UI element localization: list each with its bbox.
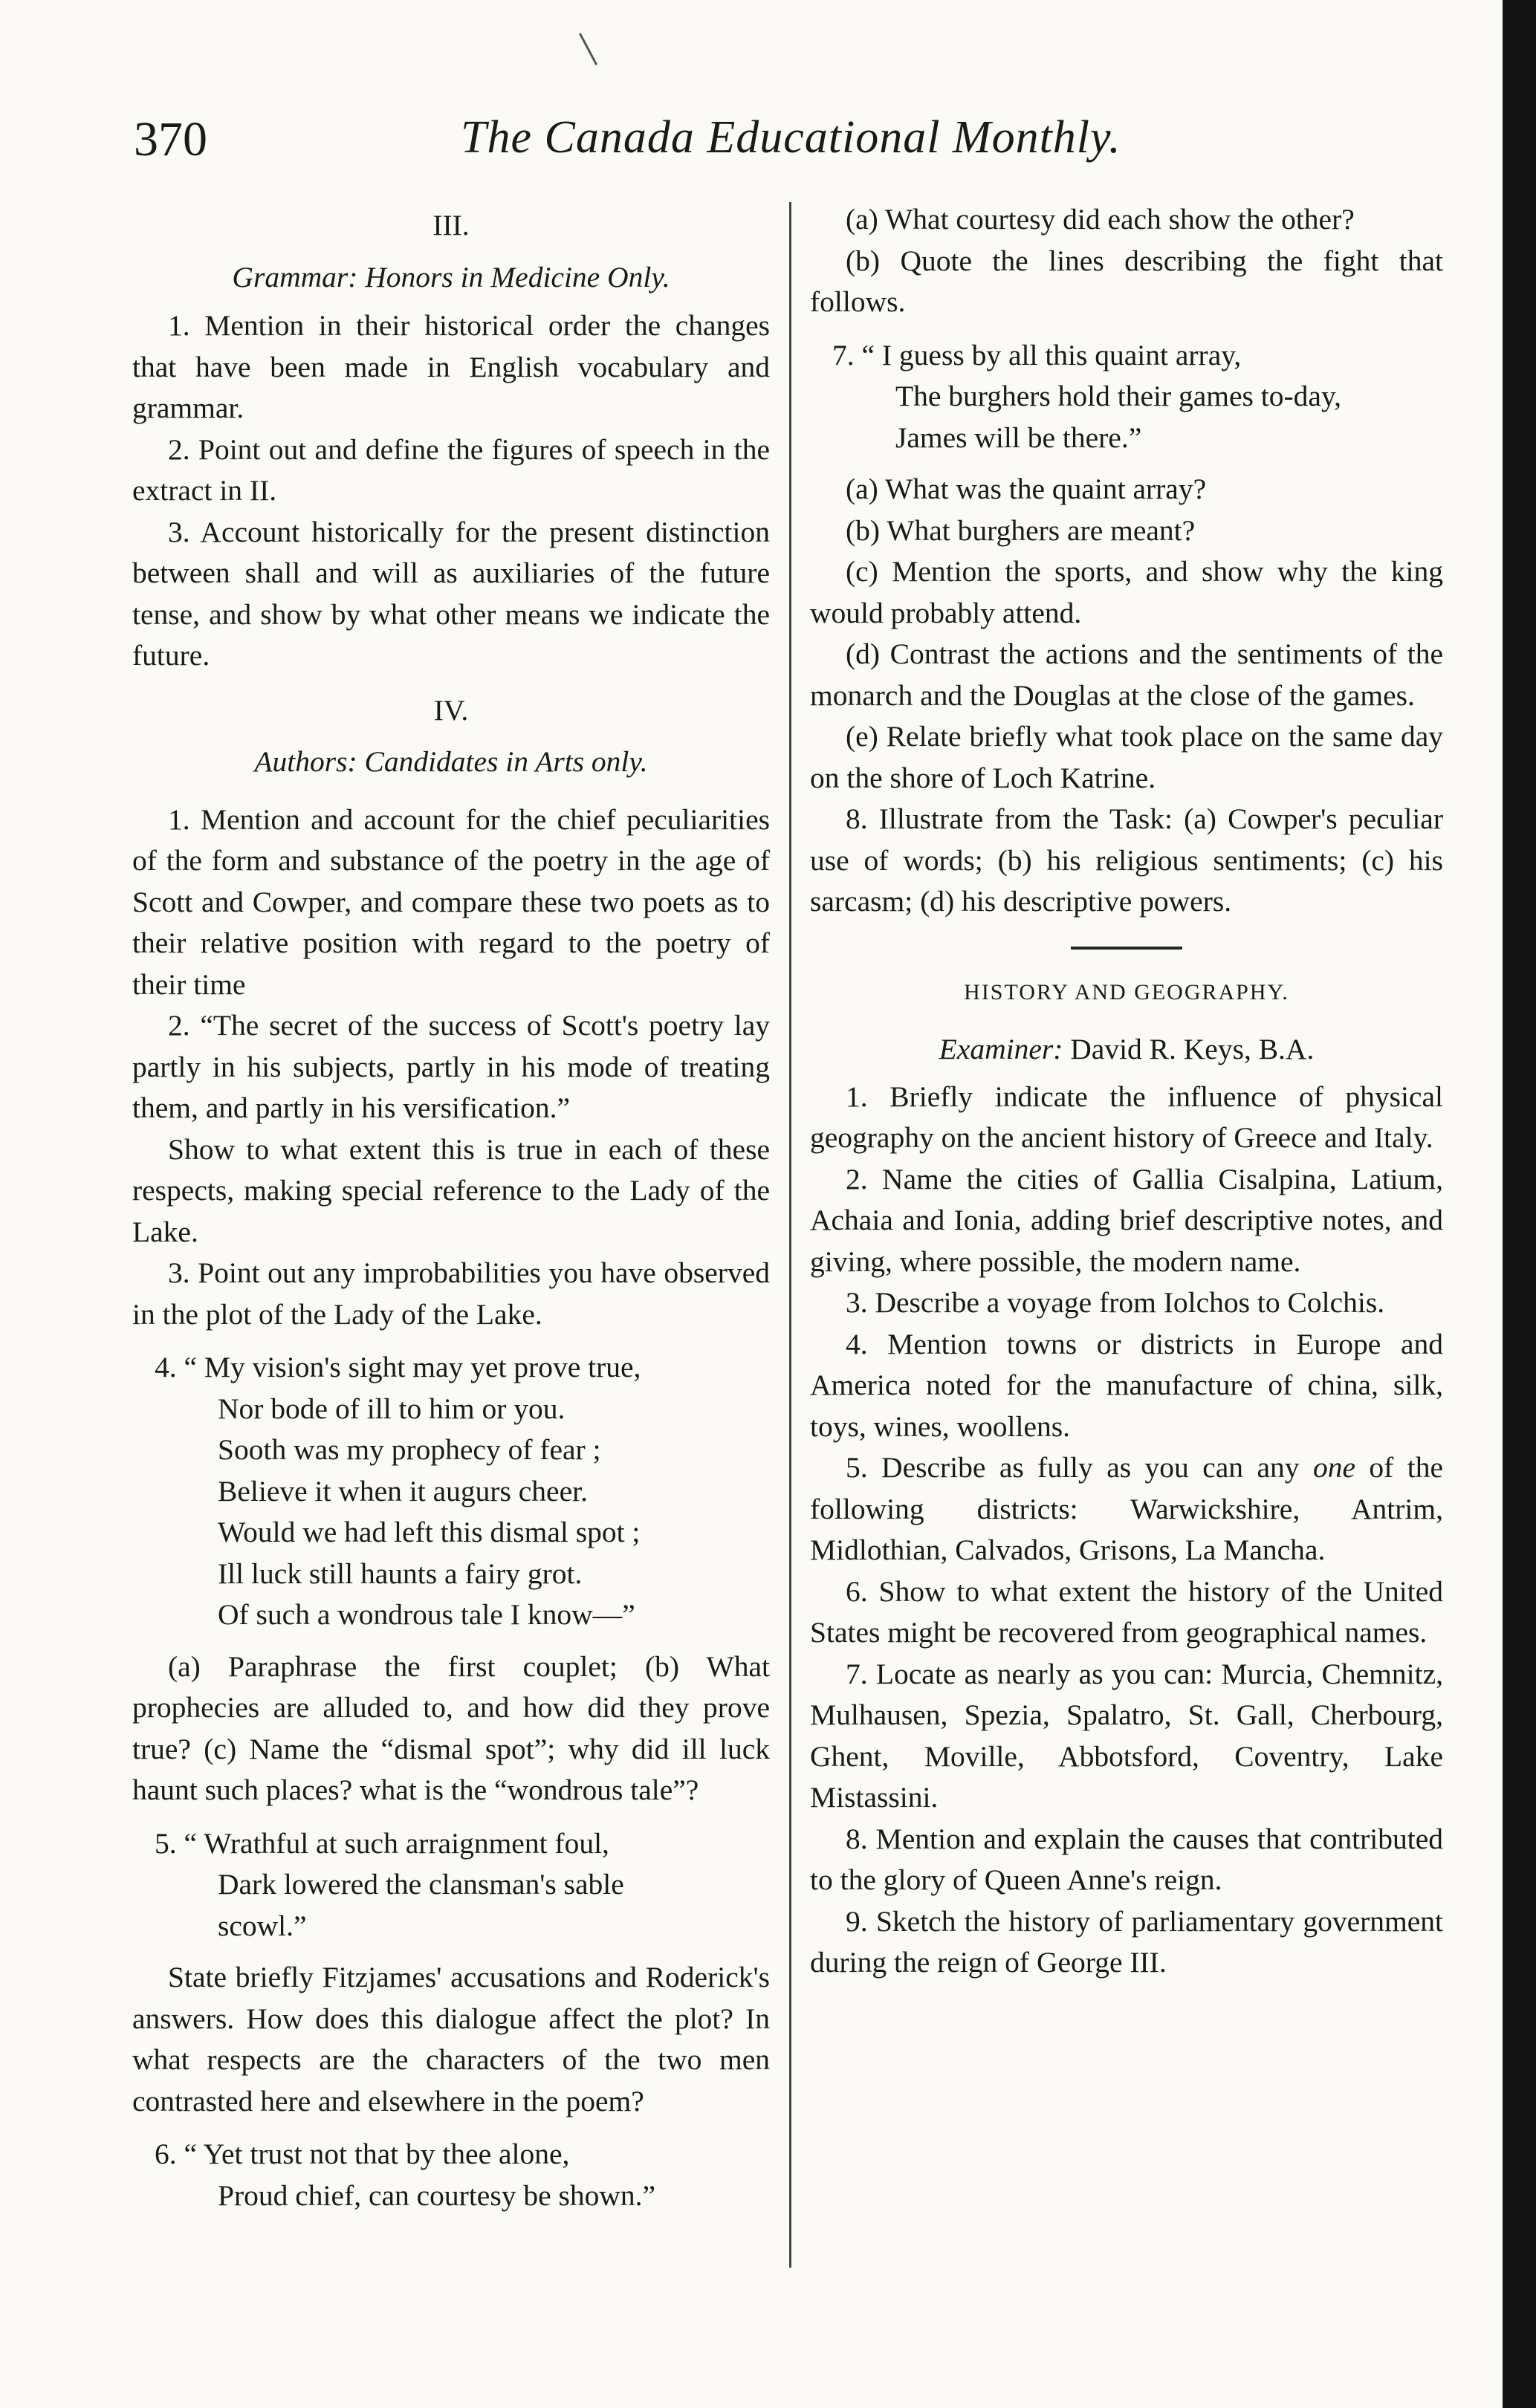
scan-mark <box>579 33 597 65</box>
grammar-question-3: 3. Account historically for the present distinction between shall and will as auxiliaries of the future tense, and show by what other means we indicate the future. <box>132 515 770 672</box>
question-7d: (d) Contrast the actions and the sentiments of the monarch and the Douglas at the close of the games. <box>810 637 1443 712</box>
section-iv-subheading: Authors: Candidates in Arts only. <box>254 745 648 778</box>
question-6a: (a) What courtesy did each show the other? <box>846 203 1355 236</box>
verse-line: 7. “ I guess by all this quaint array, <box>832 338 1242 371</box>
verse-line: James will be there.” <box>895 421 1142 454</box>
history-geography-heading: HISTORY AND GEOGRAPHY. <box>964 979 1289 1005</box>
right-column <box>810 199 1443 1984</box>
q5-emphasis: one <box>1312 1451 1355 1484</box>
history-question-3: 3. Describe a voyage from Iolchos to Colchis. <box>846 1286 1385 1319</box>
verse-line: The burghers hold their games to-day, <box>895 380 1342 412</box>
grammar-question-1: 1. Mention in their historical order the changes that have been made in English vocabulary and grammar. <box>132 309 770 424</box>
verse-question-5 <box>132 1823 770 1947</box>
history-question-4: 4. Mention towns or districts in Europe and America noted for the manufacture of china, silk, toys, wines, woollens. <box>810 1327 1443 1443</box>
examiner-line <box>810 1029 1443 1071</box>
question-7b: (b) What burghers are meant? <box>846 513 1196 547</box>
verse-question-4 <box>132 1347 770 1636</box>
verse-line: Of such a wondrous tale I know—” <box>218 1598 635 1631</box>
verse-question-7 <box>810 335 1443 459</box>
section-iii-heading: III. <box>432 209 470 241</box>
authors-question-2-continued: Show to what extent this is true in each of these respects, making special reference to the Lady of the Lake. <box>132 1132 770 1248</box>
authors-question-5-text: State briefly Fitzjames' accusations and Roderick's answers. How does this dialogue affect the plot? In what respects are the characters of the two men contrasted here and elsewhere in the poem? <box>132 1961 770 2117</box>
authors-question-1: 1. Mention and account for the chief peculiarities of the form and substance of the poetry in the age of Scott and Cowper, and compare these two poets as to their relative position with regard to the poetry of their time <box>132 802 770 1001</box>
running-title: The Canada Educational Monthly. <box>461 112 1121 163</box>
question-7a: (a) What was the quaint array? <box>846 473 1207 505</box>
history-question-5 <box>810 1447 1443 1571</box>
verse-question-6 <box>132 2134 770 2216</box>
section-iv-heading: IV. <box>433 693 469 727</box>
verse-line: Believe it when it augurs cheer. <box>218 1474 588 1508</box>
examiner-label: Examiner: <box>939 1033 1063 1065</box>
question-8: 8. Illustrate from the Task: (a) Cowper's peculiar use of words; (b) his religious sentiments; (c) his sarcasm; (d) his descriptive powers. <box>810 802 1443 918</box>
history-question-6: 6. Show to what extent the history of the United States might be recovered from geographical names. <box>810 1574 1443 1649</box>
verse-line: Proud chief, can courtesy be shown.” <box>218 2178 656 2212</box>
verse-line: Sooth was my prophecy of fear ; <box>218 1433 601 1466</box>
history-question-9: 9. Sketch the history of parliamentary government during the reign of George III. <box>810 1904 1443 1979</box>
q5-text-start: 5. Describe as fully as you can any <box>846 1451 1300 1484</box>
verse-line: 6. “ Yet trust not that by thee alone, <box>155 2138 570 2170</box>
section-divider <box>1071 947 1182 950</box>
verse-line: Nor bode of ill to him or you. <box>218 1392 566 1425</box>
authors-question-3: 3. Point out any improbabilities you have observed in the plot of the Lady of the Lake. <box>132 1256 770 1331</box>
verse-line: Would we had left this dismal spot ; <box>218 1516 641 1548</box>
history-question-7: 7. Locate as nearly as you can: Murcia, Chemnitz, Mulhausen, Spezia, Spalatro, St. Gall, Cherbourg, Ghent, Moville, Abbotsford, Coventry, Lake Mistassini. <box>810 1657 1443 1814</box>
section-iii-subheading: Grammar: Honors in Medicine Only. <box>232 260 670 293</box>
history-question-1: 1. Briefly indicate the influence of physical geography on the ancient history of Greece and Italy. <box>810 1080 1443 1154</box>
question-6b: (b) Quote the lines describing the fight that follows. <box>810 244 1443 318</box>
left-column <box>132 199 770 2227</box>
examiner-name: David R. Keys, B.A. <box>1070 1033 1315 1065</box>
history-question-8: 8. Mention and explain the causes that contributed to the glory of Queen Anne's reign. <box>810 1822 1443 1896</box>
page-number: 370 <box>134 112 207 166</box>
verse-line: scowl.” <box>218 1909 307 1942</box>
history-question-2: 2. Name the cities of Gallia Cisalpina, Latium, Achaia and Ionia, adding brief descriptive notes, and giving, where possible, the modern name. <box>810 1162 1443 1278</box>
verse-line: Dark lowered the clansman's sable <box>218 1868 624 1901</box>
question-7c: (c) Mention the sports, and show why the king would probably attend. <box>810 555 1443 629</box>
authors-question-4-text: (a) Paraphrase the first couplet; (b) What prophecies are alluded to, and how did they prove true? (c) Name the “dismal spot”; why did ill luck haunt such places? what is the “wondrous tale”? <box>132 1649 770 1806</box>
grammar-question-2: 2. Point out and define the figures of speech in the extract in II. <box>132 432 770 507</box>
question-7e: (e) Relate briefly what took place on the same day on the shore of Loch Katrine. <box>810 720 1443 794</box>
scan-edge-shadow <box>1503 0 1536 2408</box>
verse-line: Ill luck still haunts a fairy grot. <box>218 1557 583 1590</box>
verse-line: 5. “ Wrathful at such arraignment foul, <box>155 1826 609 1860</box>
column-divider <box>789 202 791 2268</box>
q5-text-end: of the following districts: Warwickshire, Antrim, Midlothian, Calvados, Grisons, La Mancha. <box>810 1451 1444 1566</box>
verse-line: 4. “ My vision's sight may yet prove true, <box>155 1351 641 1383</box>
authors-question-2: 2. “The secret of the success of Scott's poetry lay partly in his subjects, partly in his mode of treating them, and partly in his versification.” <box>132 1009 770 1124</box>
